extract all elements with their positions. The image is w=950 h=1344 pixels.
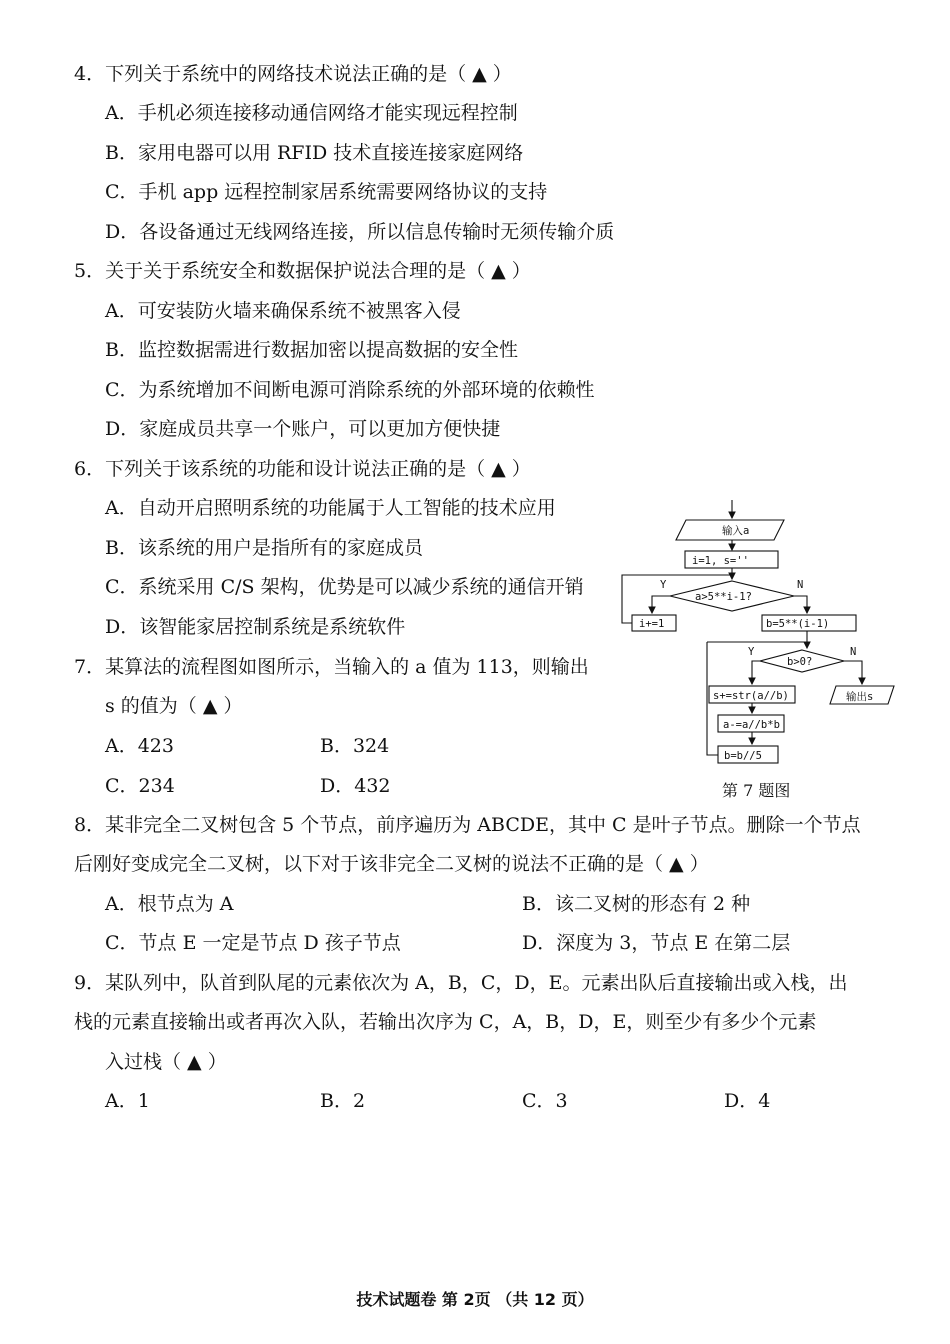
question-9-option-c: C．3 — [522, 1090, 568, 1112]
page-footer: 技术试题卷 第 2页 （共 12 页） — [356, 1290, 594, 1309]
flowchart-diagram — [612, 498, 902, 803]
question-5-option-d: D．家庭成员共享一个账户，可以更加方便快捷 — [105, 418, 501, 440]
flow-condition-1-no: N — [797, 579, 804, 591]
flow-condition-1-yes: Y — [660, 579, 667, 591]
question-9-option-d: D．4 — [724, 1090, 771, 1112]
question-6-option-c: C．系统采用 C/S 架构，优势是可以减少系统的通信开销 — [105, 576, 584, 598]
question-6-option-a: A．自动开启照明系统的功能属于人工智能的技术应用 — [105, 497, 556, 519]
question-8-stem: 8．某非完全二叉树包含 5 个节点，前序遍历为 ABCDE，其中 C 是叶子节点。删除一个节点 — [74, 814, 861, 836]
flow-condition-2-label: b>0? — [787, 656, 813, 668]
question-6-option-d: D．该智能家居控制系统是系统软件 — [105, 616, 406, 638]
question-7-stem: 7．某算法的流程图如图所示，当输入的 a 值为 113，则输出 — [74, 656, 589, 678]
question-4-option-c: C．手机 app 远程控制家居系统需要网络协议的支持 — [105, 181, 548, 203]
question-7-option-a: A．423 — [105, 735, 174, 757]
question-5-stem: 5．关于关于系统安全和数据保护说法合理的是（ ▲ ） — [74, 260, 531, 282]
flowchart-figure — [612, 498, 902, 803]
question-8-stem-continued: 后刚好变成完全二叉树，以下对于该非完全二叉树的说法不正确的是（ ▲ ） — [74, 853, 709, 875]
flow-condition-2-no: N — [850, 646, 857, 658]
question-8-option-a: A．根节点为 A — [105, 893, 234, 915]
flow-assign-b-label: b=5**(i-1) — [766, 618, 830, 630]
question-4-stem: 4．下列关于系统中的网络技术说法正确的是（ ▲ ） — [74, 63, 512, 85]
flow-input-label: 输入a — [722, 525, 750, 537]
flow-div-label: b=b//5 — [724, 750, 762, 762]
question-7-option-b: B．324 — [320, 735, 390, 757]
flowchart-caption: 第 7 题图 — [722, 781, 791, 800]
flow-condition-1-label: a>5**i-1? — [695, 591, 752, 603]
question-9-stem: 9．某队列中，队首到队尾的元素依次为 A，B，C，D，E。元素出队后直接输出或入栈，出 — [74, 972, 848, 994]
flow-condition-2-yes: Y — [748, 646, 755, 658]
question-9-stem-continued-2: 入过栈（ ▲ ） — [105, 1051, 227, 1073]
question-7-stem-continued: s 的值为（ ▲ ） — [105, 695, 243, 717]
question-4-option-a: A．手机必须连接移动通信网络才能实现远程控制 — [105, 102, 518, 124]
question-4-option-d: D．各设备通过无线网络连接，所以信息传输时无须传输介质 — [105, 221, 615, 243]
question-6-stem: 6．下列关于该系统的功能和设计说法正确的是（ ▲ ） — [74, 458, 531, 480]
flow-init-label: i=1, s='' — [692, 555, 749, 567]
question-8-option-d: D．深度为 3，节点 E 在第二层 — [522, 932, 791, 954]
question-8-option-c: C．节点 E 一定是节点 D 孩子节点 — [105, 932, 401, 954]
question-5-option-b: B．监控数据需进行数据加密以提高数据的安全性 — [105, 339, 518, 361]
question-9-option-a: A．1 — [105, 1090, 150, 1112]
question-7-option-d: D．432 — [320, 775, 391, 797]
question-9-stem-continued: 栈的元素直接输出或者再次入队，若输出次序为 C，A，B，D，E，则至少有多少个元素 — [74, 1011, 817, 1033]
question-7-option-c: C．234 — [105, 775, 175, 797]
flow-output-label: 输出s — [846, 691, 874, 703]
question-5-option-a: A．可安装防火墙来确保系统不被黑客入侵 — [105, 300, 461, 322]
question-8-option-b: B．该二叉树的形态有 2 种 — [522, 893, 751, 915]
question-6-option-b: B．该系统的用户是指所有的家庭成员 — [105, 537, 423, 559]
question-9-option-b: B．2 — [320, 1090, 366, 1112]
flow-append-label: s+=str(a//b) — [713, 690, 789, 702]
flow-increment-label: i+=1 — [639, 618, 665, 630]
flow-mod-label: a-=a//b*b — [723, 719, 780, 731]
question-5-option-c: C．为系统增加不间断电源可消除系统的外部环境的依赖性 — [105, 379, 595, 401]
question-4-option-b: B．家用电器可以用 RFID 技术直接连接家庭网络 — [105, 142, 524, 164]
